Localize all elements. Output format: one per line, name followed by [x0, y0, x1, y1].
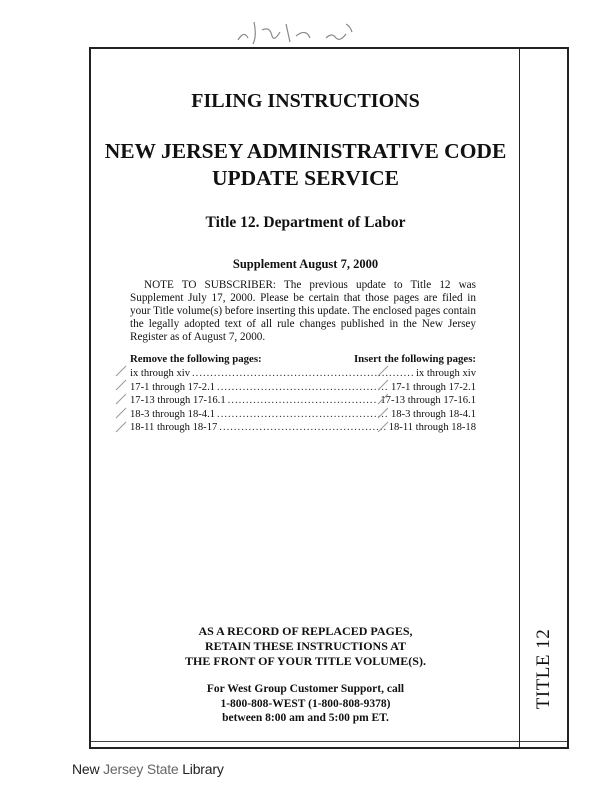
- handwritten-checkmarks: [372, 364, 394, 436]
- pages-table: [130, 367, 476, 435]
- handwritten-mark: [228, 14, 378, 50]
- frame-inner-rule: [91, 741, 567, 742]
- retain-notice: [89, 624, 522, 669]
- title-subtitle: Title 12. Department of Labor: [205, 214, 406, 231]
- insert-pages: 17-1 through 17-2.1: [390, 381, 476, 393]
- code-title-line-1: NEW JERSEY ADMINISTRATIVE CODE: [104, 139, 507, 163]
- remove-pages: 18-11 through 18-17: [130, 422, 218, 434]
- pages-table-header: [130, 353, 476, 365]
- table-row: [130, 408, 476, 422]
- insert-pages: ix through xiv: [415, 368, 476, 379]
- leader-dots: [228, 394, 379, 408]
- leader-dots: [217, 381, 389, 395]
- library-stamp-part-2: Jersey State: [103, 761, 179, 777]
- retain-line-3: THE FRONT OF YOUR TITLE VOLUME(S).: [185, 654, 426, 668]
- support-line-1: For West Group Customer Support, call: [206, 683, 405, 695]
- insert-pages: 18-11 through 18-18: [388, 422, 476, 434]
- retain-line-2: RETAIN THESE INSTRUCTIONS AT: [204, 639, 407, 653]
- support-hours: between 8:00 am and 5:00 pm ET.: [222, 712, 389, 724]
- support-phone: 1-800-808-WEST (1-800-808-9378): [220, 697, 391, 710]
- remove-pages: 18-3 through 18-4.1: [130, 408, 216, 420]
- library-stamp: [72, 761, 224, 777]
- insert-pages: 17-13 through 17-16.1: [380, 395, 476, 407]
- insert-header: Insert the following pages:: [353, 353, 476, 365]
- library-stamp-part-3: Library: [178, 761, 224, 777]
- side-tab-label: TITLE 12: [532, 628, 554, 710]
- remove-pages: 17-13 through 17-16.1: [130, 395, 226, 407]
- table-row: [130, 367, 476, 381]
- library-stamp-part-1: New: [72, 761, 104, 777]
- leader-dots: [219, 421, 386, 435]
- document-title: FILING INSTRUCTIONS: [191, 90, 420, 112]
- table-row: [130, 394, 476, 408]
- insert-pages: 18-3 through 18-4.1: [390, 408, 476, 420]
- table-row: [130, 421, 476, 435]
- subscriber-note: [130, 279, 476, 344]
- side-tab: [519, 49, 567, 747]
- subscriber-note-text: NOTE TO SUBSCRIBER: The previous update to Title 12 was Supplement July 17, 2000. Please be certain that those pages are filed in your Title volume(s) before inserting this update. The enclosed pages contain the legally adopted text of all rule changes published in the New Jersey Register as of August 7, 2000.: [130, 279, 476, 343]
- code-title-line-2: UPDATE SERVICE: [211, 166, 399, 190]
- handwritten-checkmarks: [112, 364, 132, 436]
- retain-line-1: AS A RECORD OF REPLACED PAGES,: [198, 624, 413, 638]
- leader-dots: [217, 408, 389, 422]
- remove-pages: ix through xiv: [130, 368, 191, 379]
- code-title: [89, 138, 522, 192]
- remove-header: Remove the following pages:: [130, 353, 262, 365]
- table-row: [130, 381, 476, 395]
- remove-pages: 17-1 through 17-2.1: [130, 381, 216, 393]
- supplement-date: Supplement August 7, 2000: [232, 257, 379, 271]
- customer-support: [89, 682, 522, 726]
